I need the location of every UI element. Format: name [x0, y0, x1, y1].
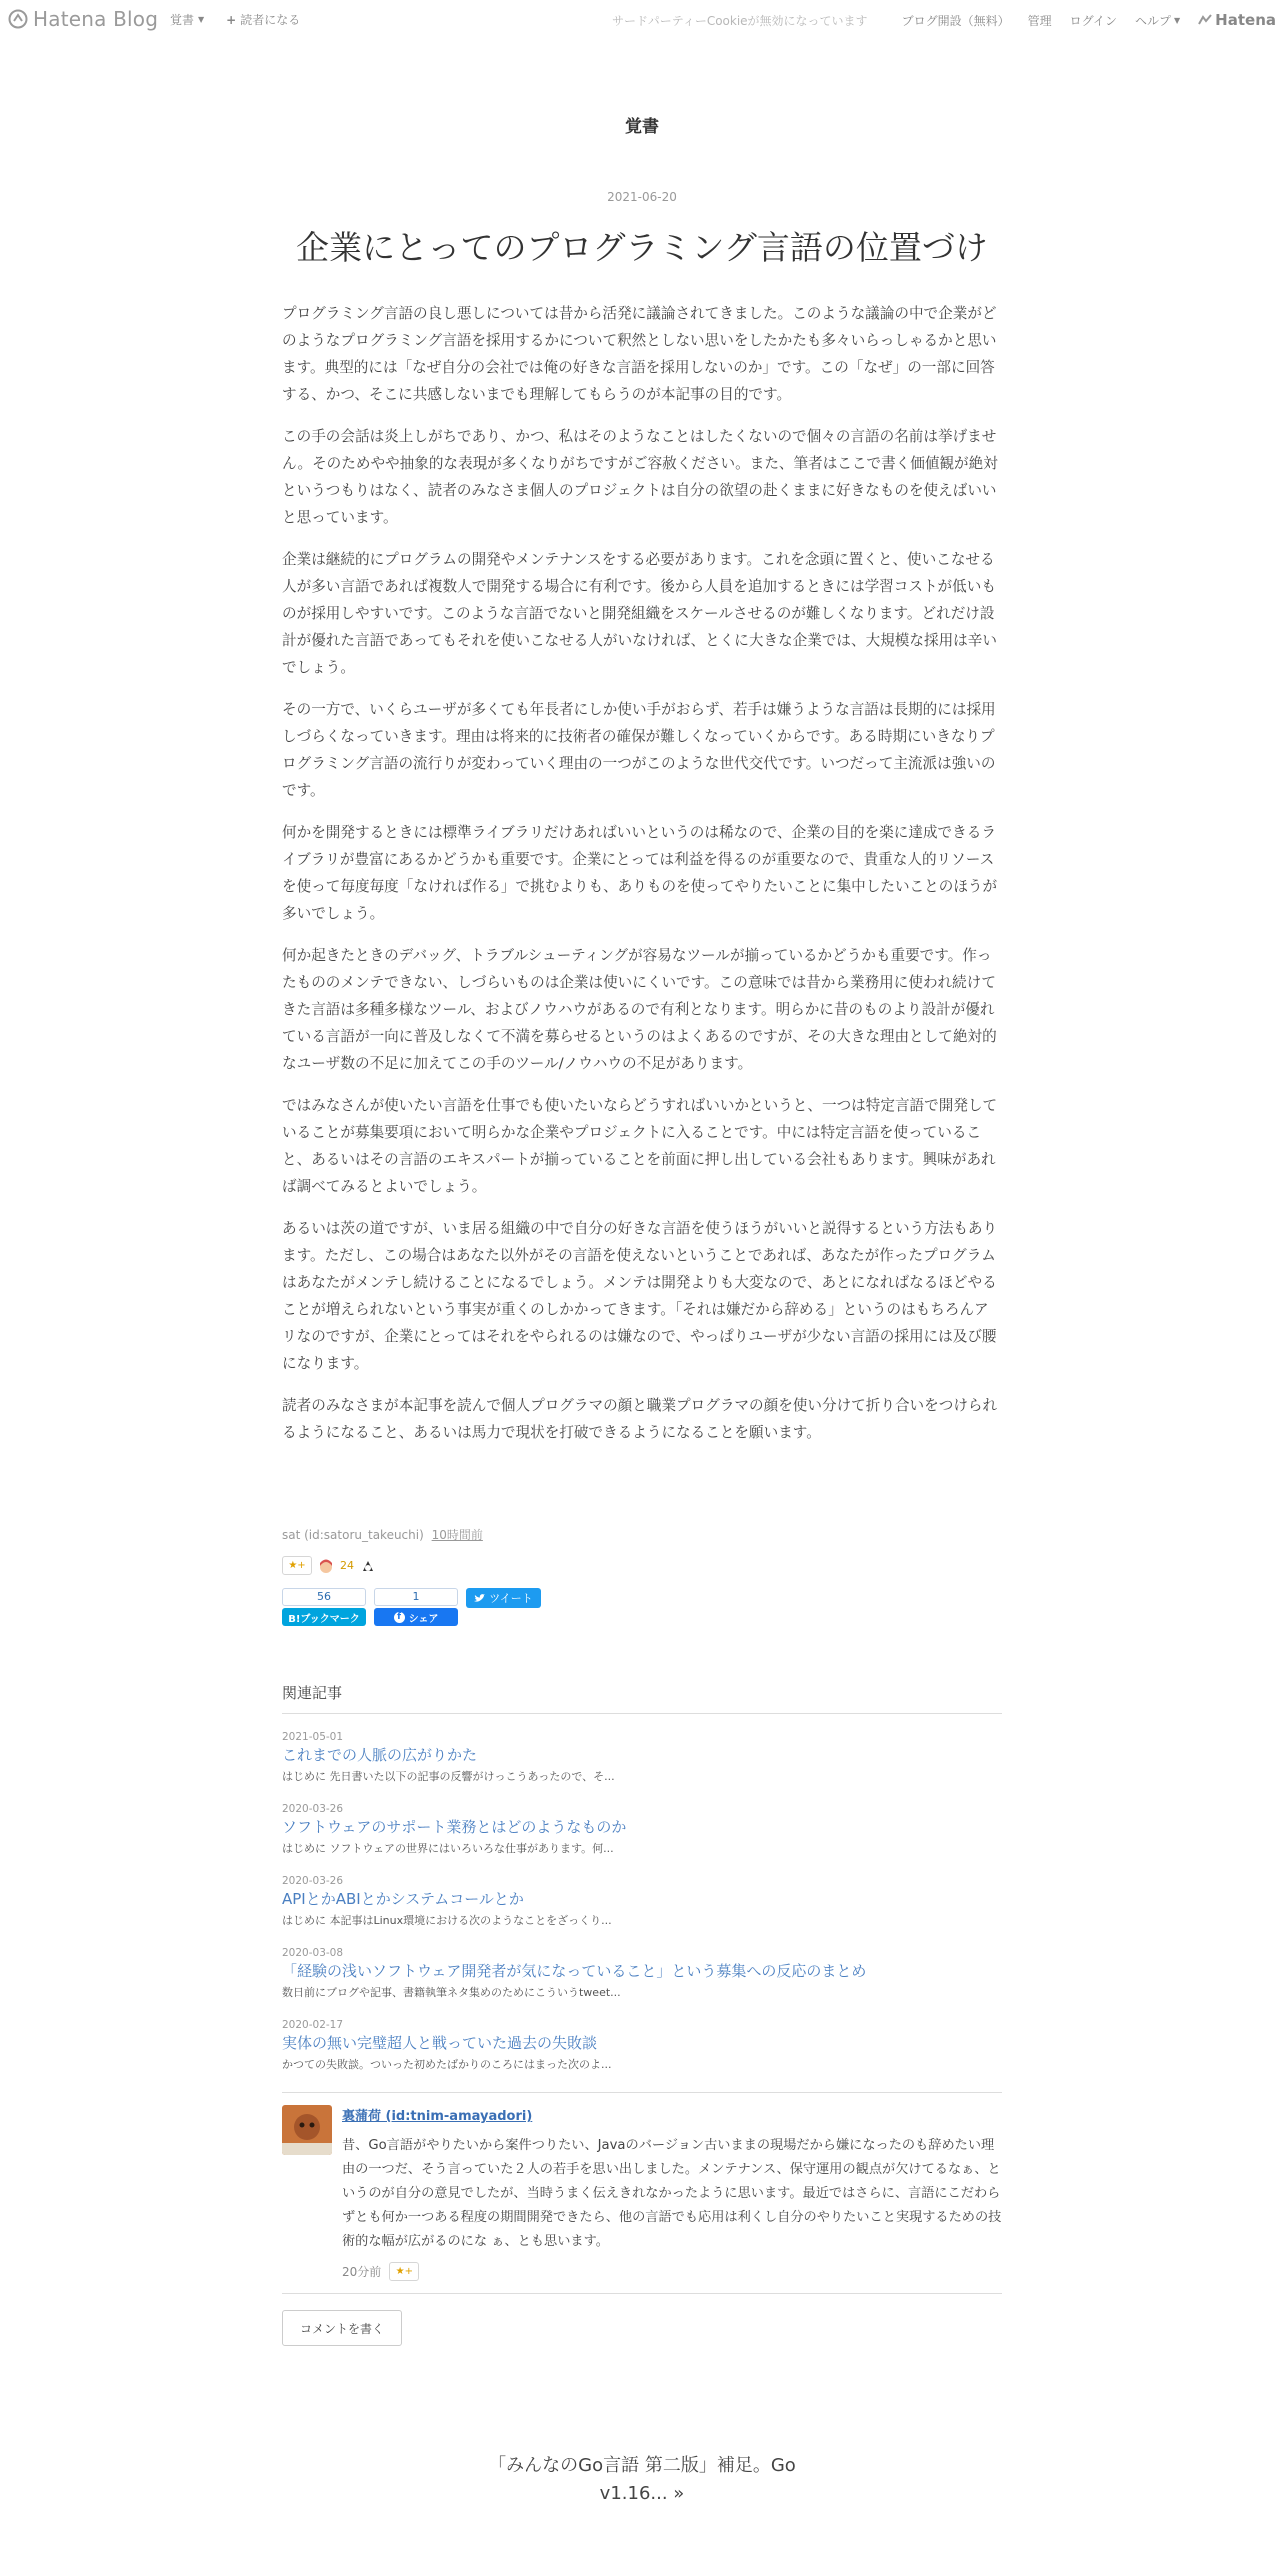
- related-snippet: 数日前にブログや記事、書籍執筆ネタ集めのためにこういうtweet...: [282, 1986, 621, 1999]
- help-dropdown[interactable]: [1135, 12, 1180, 29]
- hatena-blog-logo-icon: [8, 9, 28, 29]
- related-date: 2020-03-08: [282, 1947, 344, 1959]
- article-paragraph: この手の会話は炎上しがちであり、かつ、私はそのようなことはしたくないので個々の言語の名前は挙げません。そのためやや抽象的な表現が多くなりがちですがご容赦ください。また、筆者はここで書く価値観が絶対というつもりはなく、読者のみなさま個人のプロジェクトは自分の欲望の赴くままに好きなものを使えばいいと思っています。: [282, 428, 998, 526]
- post-time[interactable]: 10時間前: [431, 1528, 483, 1542]
- star-area: [282, 1556, 376, 1575]
- related-snippet: はじめに ソフトウェアの世界にはいろいろな仕事があります。何...: [282, 1842, 614, 1855]
- article-paragraph: その一方で、いくらユーザが多くても年長者にしか使い手がおらず、若手は嫌うような言語は長期的には採用しづらくなっていきます。理由は将来的に技術者の確保が難しくなっていくからです。ある時期にいきなりプログラミング言語の流行りが変わっていく理由の一つがこのような世代交代です。いつだって主流派は強いのです。: [282, 701, 996, 799]
- blog-menu-label: 覚書: [170, 13, 195, 27]
- subscribe-button[interactable]: [226, 11, 300, 28]
- avatar[interactable]: [282, 2105, 332, 2155]
- article-body: [282, 300, 1002, 1461]
- global-nav: [612, 11, 1276, 29]
- bookmark-count[interactable]: 56: [282, 1588, 366, 1606]
- related-articles: [282, 1682, 1002, 2074]
- commenter-avatar-icon: [282, 2105, 332, 2155]
- comments-section: [282, 2092, 1002, 2294]
- user-avatar-icon[interactable]: [360, 1558, 376, 1574]
- article-paragraph: プログラミング言語の良し悪しについては昔から活発に議論されてきました。このような議論の中で企業がどのようなプログラミング言語を採用するかについて釈然としない思いをしたかたも多々いらっしゃるかと思います。典型的には「なぜ自分の会社では俺の好きな言語を採用しないのか」です。この「なぜ」の一部に回答する、かつ、そこに共感しないまでも理解してもらうのが本記事の目的です。: [282, 305, 997, 403]
- blog-menu-dropdown[interactable]: [170, 11, 204, 28]
- facebook-share-count[interactable]: 1: [374, 1588, 458, 1606]
- facebook-icon: f: [394, 1612, 405, 1623]
- brand-name: Hatena Blog: [33, 7, 159, 31]
- chevron-down-icon: ▼: [198, 15, 205, 24]
- tweet-label: ツイート: [489, 1592, 533, 1605]
- article-paragraph: 読者のみなさまが本記事を読んで個人プログラマの顔と職業プログラマの顔を使い分けて折り合いをつけられるようになること、あるいは馬力で現状を打破できるようになることを願います。: [282, 1397, 998, 1441]
- article-date[interactable]: 2021-06-20: [607, 190, 677, 204]
- comment-item: [282, 2105, 1002, 2281]
- hatena-bookmark-share[interactable]: [282, 1588, 366, 1626]
- related-date: 2020-03-26: [282, 1803, 344, 1815]
- write-comment-button[interactable]: コメントを書く: [282, 2310, 402, 2346]
- comment-add-star-button[interactable]: ★+: [389, 2262, 419, 2281]
- open-blog-link[interactable]: ブログ開設（無料）: [901, 13, 1010, 28]
- bookmark-label: B!ブックマーク: [288, 1613, 360, 1625]
- related-date: 2020-02-17: [282, 2019, 344, 2031]
- related-title-link[interactable]: ソフトウェアのサポート業務とはどのようなものか: [282, 1818, 627, 1836]
- subscribe-label: 読者になる: [240, 13, 301, 27]
- related-snippet: はじめに 先日書いた以下の記事の反響がけっこうあったので、そ...: [282, 1770, 615, 1783]
- commenter-name[interactable]: 裏蒲荷 (id:tnim-amayadori): [342, 2109, 533, 2124]
- add-star-button[interactable]: ★+: [282, 1556, 312, 1575]
- admin-link[interactable]: 管理: [1027, 13, 1052, 28]
- article-paragraph: 何かを開発するときには標準ライブラリだけあればいいというのは稀なので、企業の目的を楽に達成できるライブラリが豊富にあるかどうかも重要です。企業にとっては利益を得るのが重要なので、貴重な人的リソースを使って毎度毎度「なければ作る」で挑むよりも、ありものを使ってやりたいことに集中したいことのほうが多いでしょう。: [282, 824, 998, 922]
- comment-time[interactable]: 20分前: [342, 2265, 382, 2279]
- blog-title[interactable]: 覚書: [625, 117, 659, 137]
- facebook-share-button[interactable]: [374, 1608, 458, 1626]
- comment-body: [342, 2105, 1002, 2281]
- login-link[interactable]: ログイン: [1069, 13, 1117, 28]
- next-article-title-cont: v1.16... »: [599, 2483, 685, 2504]
- next-article-link[interactable]: [0, 2452, 1284, 2508]
- related-title-link[interactable]: APIとかABIとかシステムコールとか: [282, 1890, 524, 1908]
- facebook-share-label: シェア: [408, 1613, 439, 1625]
- related-item: [282, 1946, 1002, 2002]
- article-meta: [282, 1526, 483, 1543]
- star-count[interactable]: 24: [340, 1559, 354, 1572]
- share-buttons: [282, 1588, 541, 1626]
- related-snippet: かつての失敗談。ついった初めたばかりのころにはまった次のよ...: [282, 2058, 612, 2071]
- comment-text: 昔、Go言語がやりたいから案件つりたい、Javaのバージョン古いままの現場だから嫌になったのも辞めたい理由の一つだ、そう言っていた２人の若手を思い出しました。メンテナンス、保守運用の観点が欠けてるなぁ、というのが自分の意見でしたが、当時うまく伝えきれなかったように思います。最近ではさらに、言語にこだわらずとも何か一つある程度の期間開発できたら、他の言語でも応用は利くし自分のやりたいこと実現するための技術的な幅が広がるのにな ぁ、とも思います。: [342, 2138, 1002, 2249]
- article-paragraph: 企業は継続的にプログラムの開発やメンテナンスをする必要があります。これを念頭に置くと、使いこなせる人が多い言語であれば複数人で開発する場合に有利です。後から人員を追加するときには学習コストが低いものが採用しやすいです。このような言語でないと開発組織をスケールさせるのが難しくなります。どれだけ設計が優れた言語であってもそれを使いこなせる人がいなければ、とくに大きな企業では、大規模な採用は辛いでしょう。: [282, 551, 997, 676]
- related-title-link[interactable]: これまでの人脈の広がりかた: [282, 1746, 478, 1764]
- facebook-share[interactable]: [374, 1588, 458, 1626]
- related-title-link[interactable]: 「経験の浅いソフトウェア開発者が気になっていること」という募集への反応のまとめ: [282, 1962, 867, 1980]
- hatena-logo-text: Hatena: [1215, 11, 1276, 29]
- hatena-logo[interactable]: [1198, 11, 1276, 29]
- blog-nav: [170, 11, 300, 28]
- hatena-blog-logo[interactable]: [8, 7, 158, 31]
- hatena-bird-icon: [1198, 14, 1212, 26]
- cookie-notice[interactable]: サードパーティーCookieが無効になっています: [612, 13, 868, 28]
- help-label: ヘルプ: [1135, 13, 1172, 28]
- next-article-title: 「みんなのGo言語 第二版」補足。Go: [488, 2455, 796, 2476]
- related-date: 2020-03-26: [282, 1875, 344, 1887]
- related-item: [282, 1874, 1002, 1930]
- related-item: [282, 1802, 1002, 1858]
- chevron-down-icon: ▼: [1174, 15, 1181, 25]
- plus-icon: +: [226, 12, 237, 27]
- article-paragraph: ではみなさんが使いたい言語を仕事でも使いたいならどうすればいいかというと、一つは特定言語で開発していることが募集要項において明らかな企業やプロジェクトに入ることです。中には特定言語を使っていること、あるいはその言語のエキスパートが揃っていることを前面に押し出している会社もあります。興味があれば調べてみるとよいでしょう。: [282, 1097, 998, 1195]
- global-header: [0, 0, 1284, 38]
- related-item: [282, 1730, 1002, 1786]
- author-name[interactable]: sat (id:satoru_takeuchi): [282, 1528, 424, 1542]
- twitter-bird-icon: [474, 1594, 485, 1603]
- related-item: [282, 2018, 1002, 2074]
- article-title[interactable]: 企業にとってのプログラミング言語の位置づけ: [296, 228, 988, 267]
- article-paragraph: あるいは茨の道ですが、いま居る組織の中で自分の好きな言語を使うほうがいいと説得するという方法もあります。ただし、この場合はあなた以外がその言語を使えないということであれば、あなたが作ったプログラムはあなたがメンテし続けることになるでしょう。メンテは開発よりも大変なので、あとになればなるほどやることが増えられないという事実が重くのしかかってきます。「それは嫌だから辞める」というのはもちろんアリなのですが、企業にとってはそれをやられるのは嫌なので、やっぱりユーザが少ない言語の採用には及び腰になります。: [282, 1220, 998, 1372]
- user-avatar-icon[interactable]: [318, 1558, 334, 1574]
- related-heading: 関連記事: [282, 1682, 1002, 1714]
- related-date: 2021-05-01: [282, 1731, 344, 1743]
- related-title-link[interactable]: 実体の無い完璧超人と戦っていた過去の失敗談: [282, 2034, 598, 2052]
- comment-footer: [342, 2262, 1002, 2281]
- related-snippet: はじめに 本記事はLinux環境における次のようなことをざっくり...: [282, 1914, 612, 1927]
- article-paragraph: 何か起きたときのデバッグ、トラブルシューティングが容易なツールが揃っているかどうかも重要です。作ったもののメンテできない、しづらいものは企業は使いにくいです。この意味では昔から業務用に使われ続けてきた言語は多種多様なツール、およびノウハウがあるので有利となります。明らかに昔のものより設計が優れている言語が一向に普及しなくて不満を募らせるというのはよくあるのですが、その大きな理由として絶対的なユーザ数の不足に加えてこの手のツール/ノウハウの不足があります。: [282, 947, 997, 1072]
- bookmark-button[interactable]: [282, 1608, 366, 1626]
- tweet-button[interactable]: [466, 1588, 541, 1608]
